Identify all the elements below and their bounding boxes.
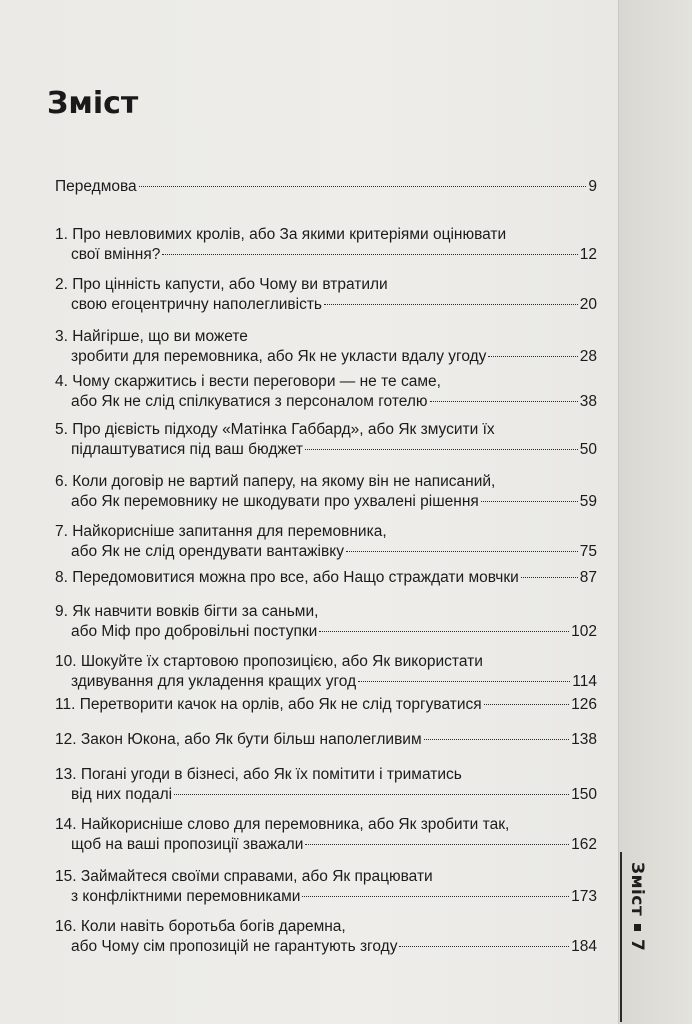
toc-entry-title-line: Передмова: [55, 178, 137, 195]
toc-entry[interactable]: [55, 765, 597, 805]
toc-entry-title-line: 7. Найкорисніше запитання для перемовника,: [55, 523, 387, 540]
toc-entry[interactable]: [55, 917, 597, 957]
toc-entry-title-line: здивування для укладення кращих угод: [71, 673, 357, 690]
running-footer-page-number: 7: [627, 939, 647, 952]
toc-entry-title-line: або Як перемовнику не шкодувати про ухвалені рішення: [71, 493, 479, 510]
toc-entry[interactable]: [55, 695, 597, 715]
dot-leader: [302, 896, 569, 897]
toc-page-number: 126: [571, 696, 597, 713]
toc-entry[interactable]: [55, 177, 597, 197]
toc-entry-title-line: 2. Про цінність капусти, або Чому ви втратили: [55, 276, 388, 293]
toc-page-number: 38: [579, 393, 597, 410]
dot-leader: [319, 631, 569, 632]
dot-leader: [139, 186, 587, 187]
toc-page-number: 184: [571, 938, 597, 955]
toc-entry-title-line: від них подалі: [71, 786, 173, 803]
toc-page-number: 59: [579, 493, 597, 510]
toc-entry-title-line: з конфліктними перемовниками: [71, 888, 301, 905]
toc-entry[interactable]: [55, 730, 597, 750]
toc-entry[interactable]: [55, 225, 597, 265]
toc-page-number: 9: [588, 178, 597, 195]
toc-entry[interactable]: [55, 472, 597, 512]
toc-entry[interactable]: [55, 568, 597, 588]
toc-entry[interactable]: [55, 522, 597, 562]
toc-page-number: 150: [571, 786, 597, 803]
running-footer-label: Зміст: [627, 862, 647, 917]
toc-entry-title-line: 8. Передомовитися можна про все, або Нащо страждати мовчки: [55, 569, 519, 586]
toc-entry-title-line: 10. Шокуйте їх стартовою пропозицією, або Як використати: [55, 653, 483, 670]
toc-entry-title-line: свої вміння?: [71, 246, 161, 263]
dot-leader: [399, 946, 569, 947]
dot-leader: [346, 551, 578, 552]
toc-entry[interactable]: [55, 420, 597, 460]
toc-entry-title-line: 14. Найкорисніше слово для перемовника, або Як зробити так,: [55, 816, 510, 833]
dot-leader: [484, 704, 570, 705]
toc-entry[interactable]: [55, 275, 597, 315]
toc-page-number: 28: [579, 348, 597, 365]
toc-page-number: 87: [579, 569, 597, 586]
toc-page-number: 162: [571, 836, 597, 853]
dot-leader: [324, 304, 578, 305]
toc-entry-title-line: зробити для перемовника, або Як не укласти вдалу угоду: [71, 348, 487, 365]
dot-leader: [305, 844, 569, 845]
dot-leader: [174, 794, 569, 795]
toc-page-number: 50: [579, 441, 597, 458]
square-bullet-icon: [634, 924, 641, 931]
toc-entry-title-line: 15. Займайтеся своїми справами, або Як працювати: [55, 868, 433, 885]
toc-entry-title-line: або Чому сім пропозицій не гарантують згоду: [71, 938, 398, 955]
toc-page-number: 102: [571, 623, 597, 640]
toc-entry[interactable]: [55, 602, 597, 642]
dot-leader: [488, 356, 577, 357]
toc-entry-title-line: 13. Погані угоди в бізнесі, або Як їх помітити і триматись: [55, 766, 462, 783]
toc-entry-title-line: або Міф про добровільні поступки: [71, 623, 318, 640]
toc-page-number: 20: [579, 296, 597, 313]
toc-entry-title-line: 12. Закон Юкона, або Як бути більш наполегливим: [55, 731, 422, 748]
toc-entry-title-line: 3. Найгірше, що ви можете: [55, 328, 248, 345]
dot-leader: [162, 254, 577, 255]
footer-rule: [620, 852, 622, 1022]
toc-page-number: 75: [579, 543, 597, 560]
toc-entry-title-line: 5. Про дієвість підходу «Матінка Габбард», або Як змусити їх: [55, 421, 495, 438]
toc-entry[interactable]: [55, 652, 597, 692]
toc-page-number: 138: [571, 731, 597, 748]
toc-entry-title-line: 1. Про невловимих кролів, або За якими критеріями оцінювати: [55, 226, 507, 243]
dot-leader: [424, 739, 569, 740]
toc-entry-title-line: 6. Коли договір не вартий паперу, на якому він не написаний,: [55, 473, 496, 490]
toc-page-number: 173: [571, 888, 597, 905]
running-footer: [627, 862, 647, 952]
toc-entry-title-line: свою егоцентричну наполегливість: [71, 296, 323, 313]
dot-leader: [430, 401, 578, 402]
toc-entry-title-line: або Як не слід орендувати вантажівку: [71, 543, 344, 560]
dot-leader: [305, 449, 578, 450]
dot-leader: [481, 501, 578, 502]
toc-page-number: 12: [579, 246, 597, 263]
toc-entry-title-line: або Як не слід спілкуватися з персоналом готелю: [71, 393, 428, 410]
dot-leader: [358, 681, 570, 682]
toc-entry-title-line: 9. Як навчити вовків бігти за саньми,: [55, 603, 319, 620]
toc-entry[interactable]: [55, 867, 597, 907]
toc-entry-title-line: 4. Чому скаржитись і вести переговори — не те саме,: [55, 373, 441, 390]
toc-entry-title-line: 16. Коли навіть боротьба богів даремна,: [55, 918, 346, 935]
dot-leader: [521, 577, 578, 578]
toc-entry[interactable]: [55, 327, 597, 367]
toc-entry[interactable]: [55, 815, 597, 855]
page-title: Зміст: [47, 86, 139, 121]
toc-page-number: 114: [572, 673, 597, 690]
toc-entry-title-line: підлаштуватися під ваш бюджет: [71, 441, 303, 458]
toc-entry-title-line: щоб на ваші пропозиції зважали: [71, 836, 304, 853]
toc-entry[interactable]: [55, 372, 597, 412]
toc-entry-title-line: 11. Перетворити качок на орлів, або Як не слід торгуватися: [55, 696, 482, 713]
